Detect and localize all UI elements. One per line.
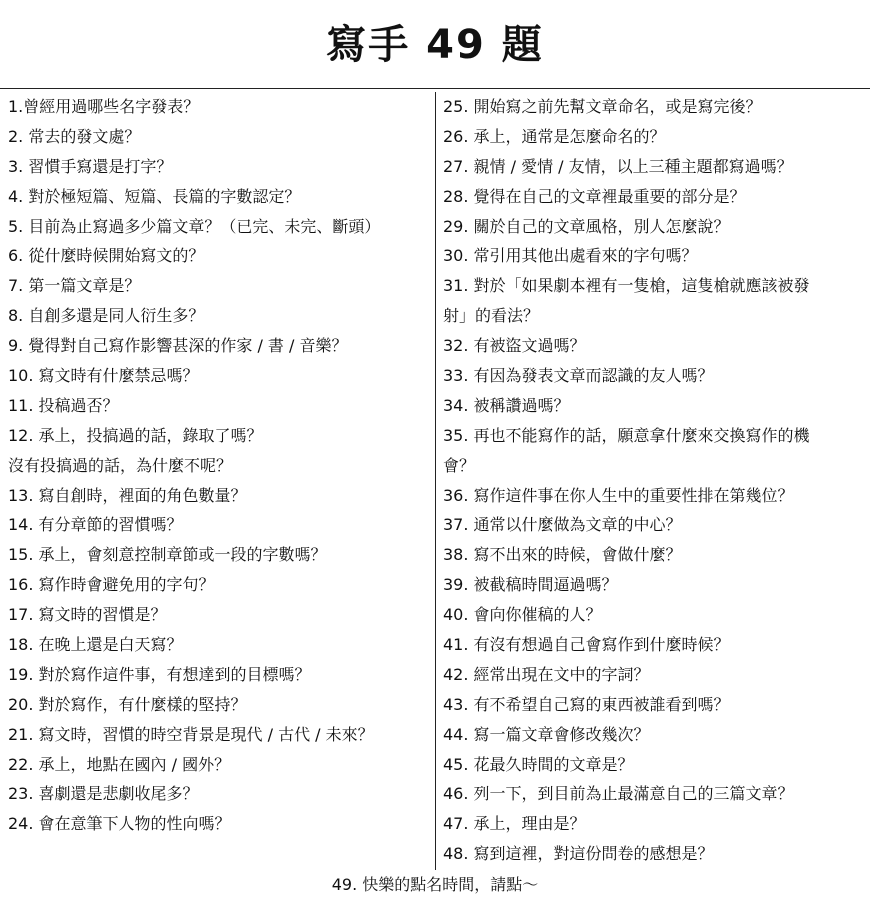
question-line: 40. 會向你催稿的人？ [443, 605, 602, 625]
left-question-list [8, 92, 430, 839]
question-line: 15. 承上，會刻意控制章節或一段的字數嗎？ [8, 545, 327, 565]
question-line: 33. 有因為發表文章而認識的友人嗎？ [443, 366, 714, 386]
question-line: 26. 承上，通常是怎麼命名的？ [443, 126, 666, 146]
header-divider [0, 88, 870, 89]
question-line: 30. 常引用其他出處看來的字句嗎？ [443, 246, 698, 266]
column-divider [435, 92, 436, 870]
question-line: 16. 寫作時會避免用的字句？ [8, 575, 215, 595]
question-line: 7. 第一篇文章是？ [8, 276, 141, 296]
question-line: 48. 寫到這裡，對這份問卷的感想是？ [443, 844, 714, 864]
question-line: 1.曾經用過哪些名字發表？ [8, 97, 200, 116]
question-line: 41. 有沒有想過自己會寫作到什麼時候？ [443, 635, 730, 655]
question-line: 43. 有不希望自己寫的東西被誰看到嗎？ [443, 694, 730, 714]
question-line: 44. 寫一篇文章會修改幾次？ [443, 724, 650, 744]
question-line: 10. 寫文時有什麼禁忌嗎？ [8, 366, 199, 386]
question-line: 31. 對於「如果劇本裡有一隻槍，這隻槍就應該被發 [443, 276, 810, 296]
question-line: 39. 被截稿時間逼過嗎？ [443, 575, 618, 595]
question-line: 29. 關於自己的文章風格，別人怎麼說？ [443, 216, 730, 236]
question-line: 會？ [443, 455, 476, 475]
question-line: 18. 在晚上還是白天寫？ [8, 635, 183, 655]
question-line: 45. 花最久時間的文章是？ [443, 754, 634, 774]
question-line: 21. 寫文時，習慣的時空背景是現代 / 古代 / 未來？ [8, 724, 374, 744]
question-line: 5. 目前為止寫過多少篇文章？（已完、未完、斷頭） [8, 216, 381, 236]
question-line: 47. 承上，理由是？ [443, 814, 586, 834]
question-line: 8. 自創多還是同人衍生多？ [8, 306, 205, 326]
question-line: 4. 對於極短篇、短篇、長篇的字數認定？ [8, 186, 301, 206]
question-line: 17. 寫文時的習慣是？ [8, 605, 167, 625]
question-line: 36. 寫作這件事在你人生中的重要性排在第幾位？ [443, 485, 794, 505]
question-line: 11. 投稿過否？ [8, 395, 119, 415]
question-line: 12. 承上，投搞過的話，錄取了嗎？ [8, 425, 263, 445]
question-line: 35. 再也不能寫作的話，願意拿什麼來交換寫作的機 [443, 425, 810, 445]
question-line: 6. 從什麼時候開始寫文的？ [8, 246, 205, 266]
final-question: 49. 快樂的點名時間，請點～ [331, 875, 539, 894]
question-line: 32. 有被盜文過嗎？ [443, 336, 586, 356]
question-line: 34. 被稱讚過嗎？ [443, 395, 570, 415]
question-line: 24. 會在意筆下人物的性向嗎？ [8, 814, 231, 834]
question-line: 38. 寫不出來的時候，會做什麼？ [443, 545, 682, 565]
question-line: 25. 開始寫之前先幫文章命名，或是寫完後？ [443, 97, 762, 116]
question-line: 9. 覺得對自己寫作影響甚深的作家 / 書 / 音樂？ [8, 336, 348, 356]
question-line: 27. 親情 / 愛情 / 友情，以上三種主題都寫過嗎？ [443, 156, 793, 176]
question-line: 28. 覺得在自己的文章裡最重要的部分是？ [443, 186, 746, 206]
question-line: 19. 對於寫作這件事，有想達到的目標嗎？ [8, 664, 311, 684]
question-line: 14. 有分章節的習慣嗎？ [8, 515, 183, 535]
question-line: 42. 經常出現在文中的字詞？ [443, 664, 650, 684]
question-line: 2. 常去的發文處？ [8, 126, 141, 146]
page-title: 寫手 49 題 [326, 22, 544, 68]
question-line: 20. 對於寫作，有什麼樣的堅持？ [8, 694, 247, 714]
question-line: 沒有投搞過的話，為什麼不呢？ [8, 455, 233, 475]
question-line: 射」的看法？ [443, 306, 540, 326]
question-line: 37. 通常以什麼做為文章的中心？ [443, 515, 682, 535]
right-question-list [443, 92, 865, 869]
question-line: 22. 承上，地點在國內 / 國外？ [8, 754, 231, 774]
question-line: 23. 喜劇還是悲劇收尾多？ [8, 784, 199, 804]
question-line: 46. 列一下，到目前為止最滿意自己的三篇文章？ [443, 784, 794, 804]
question-line: 3. 習慣手寫還是打字？ [8, 156, 173, 176]
question-line: 13. 寫自創時，裡面的角色數量？ [8, 485, 247, 505]
